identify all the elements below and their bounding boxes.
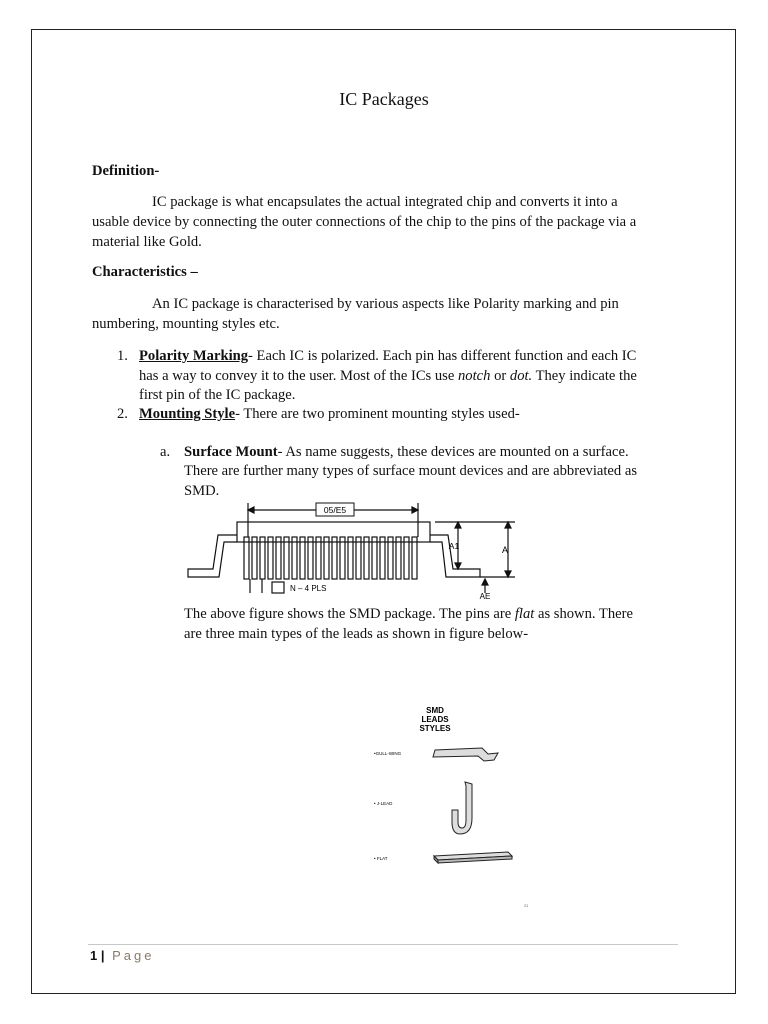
footer xyxy=(90,948,155,963)
definition-heading: Definition- xyxy=(92,163,160,179)
gull-wing-lead-icon xyxy=(433,748,498,761)
figure2-corner-mark: 21 xyxy=(524,903,529,908)
footer-separator: | xyxy=(100,948,105,963)
sub-item-a-line-1 xyxy=(184,443,629,463)
figure1-top-label: 05/E5 xyxy=(323,505,347,515)
footer-rule xyxy=(88,944,678,945)
list-item-1-line-2 xyxy=(139,367,637,387)
list-item-2-line-1 xyxy=(139,405,520,425)
list-item-1-line-1 xyxy=(139,347,636,367)
after-figure-line-1 xyxy=(184,605,633,625)
or-word: or xyxy=(490,368,510,384)
j-lead-icon xyxy=(452,782,472,834)
after-figure-line-2: are three main types of the leads as shown in figure below- xyxy=(184,626,529,642)
characteristics-heading: Characteristics – xyxy=(92,264,198,280)
list-item-1-line-3: first pin of the IC package. xyxy=(139,387,296,403)
list-number-2: 2. xyxy=(117,406,128,422)
page-number: 1 xyxy=(90,948,98,963)
definition-line-1: IC package is what encapsulates the actual integrated chip and converts it into a xyxy=(152,194,618,210)
figure2-label-j-lead: • J-LEAD xyxy=(374,801,393,806)
list-item-1-text: - Each IC is polarized. Each pin has different function and each IC xyxy=(248,348,637,364)
polarity-marking-term: Polarity Marking xyxy=(139,348,249,364)
smd-leads-styles-figure xyxy=(362,700,542,915)
pin-array xyxy=(244,537,417,579)
left-lead xyxy=(188,535,237,577)
figure2-label-gull-wing: •GULL-WING xyxy=(374,751,402,756)
list-number-1: 1. xyxy=(117,348,128,364)
figure1-ae-label: AE xyxy=(479,592,491,601)
datum-box xyxy=(272,582,284,593)
list-item-1-line-2-post: They indicate the xyxy=(532,368,637,384)
dot-term: dot. xyxy=(509,368,533,384)
sub-item-a-line-3: SMD. xyxy=(184,483,220,499)
figure2-title-line-1: SMD xyxy=(426,706,444,715)
list-item-1-line-2-pre: has a way to convey it to the user. Most of the ICs use xyxy=(139,368,458,384)
list-item-2-text: - There are two prominent mounting styles used- xyxy=(235,406,520,422)
sub-item-a-text: - As name suggests, these devices are mounted on a surface. xyxy=(277,444,629,460)
figure1-a1-label: A1 xyxy=(448,541,460,551)
smd-package-figure xyxy=(180,497,520,601)
after-figure-line-1-pre: The above figure shows the SMD package. The pins are xyxy=(184,606,515,622)
figure1-pls-label: N – 4 PLS xyxy=(290,584,327,593)
after-figure-line-1-post: as shown. There xyxy=(534,606,633,622)
page-title: IC Packages xyxy=(339,89,429,109)
mounting-style-term: Mounting Style xyxy=(139,406,236,422)
definition-line-3: material like Gold. xyxy=(92,234,202,250)
characteristics-line-1: An IC package is characterised by various aspects like Polarity marking and pin xyxy=(152,296,619,312)
figure1-a-label: A xyxy=(501,545,509,555)
figure2-title-line-3: STYLES xyxy=(419,724,451,733)
flat-term: flat xyxy=(514,606,535,622)
characteristics-line-2: numbering, mounting styles etc. xyxy=(92,316,280,332)
figure2-label-flat: • FLAT xyxy=(374,856,388,861)
sub-item-a-line-2: There are further many types of surface mount devices and are abbreviated as xyxy=(184,463,638,479)
surface-mount-term: Surface Mount xyxy=(184,444,278,460)
notch-term: notch xyxy=(457,368,491,384)
definition-line-2: usable device by connecting the outer connections of the chip to the pins of the package via a xyxy=(92,214,637,230)
sub-item-letter-a: a. xyxy=(160,444,171,460)
figure2-title-line-2: LEADS xyxy=(421,715,449,724)
page-word: Page xyxy=(112,948,155,963)
